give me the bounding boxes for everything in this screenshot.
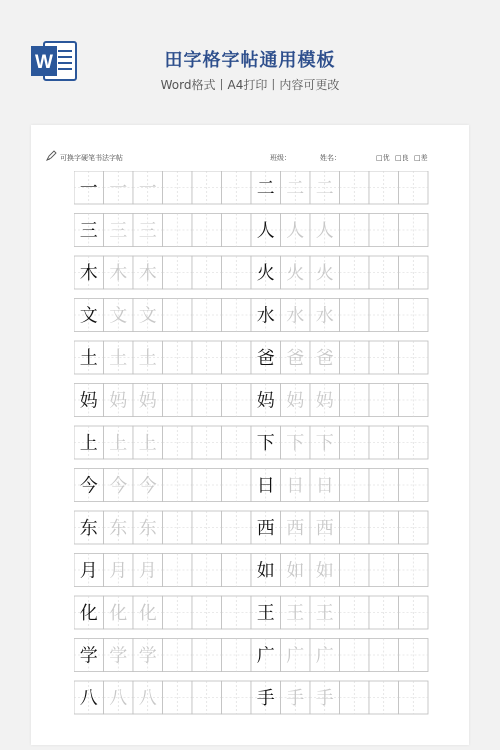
trace-char-left: 三 (109, 220, 128, 242)
trace-char-right: 手 (315, 688, 334, 709)
trace-char-right: 二 (315, 178, 334, 199)
trace-char-right: 火 (315, 263, 334, 284)
grid-cell (340, 554, 370, 587)
grid-cell (163, 596, 193, 629)
pen-icon (46, 150, 57, 161)
grid-cell (163, 511, 193, 544)
trace-char-right: 如 (315, 560, 334, 582)
grid-cell (369, 341, 399, 374)
grid-cell (399, 299, 429, 332)
grid-cell (192, 384, 222, 417)
grid-cell (192, 426, 222, 459)
trace-char-right: 日 (286, 475, 305, 497)
grid-cell (222, 341, 252, 374)
grid-cell (340, 384, 370, 417)
model-char-right: 如 (256, 560, 275, 582)
grid-cell (369, 256, 399, 289)
model-char-right: 下 (256, 433, 275, 454)
grid-cell (399, 384, 429, 417)
grade-excellent: □优 (376, 154, 390, 162)
grid-cell (163, 639, 193, 672)
model-char-right: 广 (256, 645, 275, 667)
name-label: 姓名： (320, 154, 341, 162)
grid-cell (222, 596, 252, 629)
grid-cell (399, 426, 429, 459)
grid-cell (399, 469, 429, 502)
grid-cell (192, 639, 222, 672)
grid-cell (340, 256, 370, 289)
model-char-left: 化 (79, 603, 98, 624)
model-char-right: 二 (256, 178, 275, 199)
grid-cell (399, 341, 429, 374)
trace-char-left: 化 (109, 603, 128, 624)
template-banner (0, 0, 500, 120)
grid-cell (222, 511, 252, 544)
model-char-right: 人 (256, 220, 275, 242)
trace-char-right: 日 (315, 475, 334, 497)
grid-cell (163, 681, 193, 714)
trace-char-right: 妈 (315, 390, 334, 412)
trace-char-left: 木 (109, 263, 128, 284)
grid-cell (222, 681, 252, 714)
grid-cell (222, 171, 252, 204)
trace-char-left: 学 (138, 645, 157, 667)
trace-char-right: 水 (315, 305, 334, 327)
trace-char-right: 人 (315, 220, 334, 242)
trace-char-right: 妈 (286, 390, 305, 412)
trace-char-right: 西 (286, 518, 305, 539)
grid-cell (192, 469, 222, 502)
trace-char-right: 手 (286, 688, 305, 709)
grid-cell (399, 639, 429, 672)
grid-cell (192, 256, 222, 289)
model-char-left: 三 (79, 220, 98, 242)
trace-char-left: 今 (109, 475, 128, 497)
grid-cell (192, 171, 222, 204)
model-char-left: 一 (79, 178, 98, 199)
grid-cell (192, 681, 222, 714)
grid-cell (369, 469, 399, 502)
grid-cell (222, 469, 252, 502)
grid-cell (163, 426, 193, 459)
model-char-right: 爸 (256, 348, 275, 369)
model-char-right: 王 (256, 603, 275, 624)
trace-char-left: 土 (138, 348, 157, 369)
trace-char-left: 月 (109, 560, 128, 582)
grid-cell (399, 256, 429, 289)
trace-char-right: 广 (315, 645, 334, 667)
grid-cell (222, 256, 252, 289)
grid-cell (340, 639, 370, 672)
grid-cell (163, 171, 193, 204)
grid-cell (192, 554, 222, 587)
grid-cell (222, 384, 252, 417)
grid-cell (369, 384, 399, 417)
grid-cell (222, 554, 252, 587)
grid-cell (340, 341, 370, 374)
grade-poor: □差 (414, 154, 428, 162)
practice-grid (74, 171, 429, 715)
grid-cell (222, 639, 252, 672)
grid-cell (163, 256, 193, 289)
trace-char-left: 化 (138, 603, 157, 624)
grid-cell (163, 299, 193, 332)
trace-char-left: 木 (138, 263, 157, 284)
grid-cell (399, 214, 429, 247)
trace-char-right: 二 (286, 178, 305, 199)
model-char-left: 八 (79, 688, 98, 709)
trace-char-left: 一 (109, 178, 128, 199)
grid-cell (369, 171, 399, 204)
trace-char-left: 八 (109, 688, 128, 709)
model-char-right: 火 (256, 263, 275, 284)
model-char-right: 水 (256, 305, 275, 327)
model-char-left: 木 (79, 263, 98, 284)
grid-cell (369, 596, 399, 629)
trace-char-right: 水 (286, 305, 305, 327)
trace-char-left: 上 (138, 433, 157, 454)
trace-char-left: 妈 (109, 390, 128, 412)
model-char-left: 文 (79, 305, 98, 327)
grid-cell (192, 596, 222, 629)
grid-cell (340, 299, 370, 332)
model-char-left: 学 (79, 645, 98, 667)
grid-cell (340, 511, 370, 544)
trace-char-right: 西 (315, 518, 334, 539)
trace-char-left: 今 (138, 475, 157, 497)
grid-cell (340, 596, 370, 629)
grid-cell (340, 171, 370, 204)
grid-cell (163, 469, 193, 502)
grid-cell (163, 341, 193, 374)
grid-cell (163, 554, 193, 587)
grid-cell (399, 596, 429, 629)
page-subtitle: Word格式丨A4打印丨内容可更改 (160, 78, 340, 92)
trace-char-left: 土 (109, 348, 128, 369)
trace-char-left: 文 (109, 305, 128, 327)
model-char-left: 东 (79, 518, 98, 539)
model-char-left: 今 (79, 475, 98, 497)
model-char-left: 妈 (79, 390, 98, 412)
grid-cell (399, 681, 429, 714)
grade-good: □良 (395, 154, 409, 162)
trace-char-right: 广 (286, 645, 305, 667)
trace-char-left: 妈 (138, 390, 157, 412)
trace-char-left: 学 (109, 645, 128, 667)
svg-text:W: W (35, 52, 53, 73)
grid-cell (192, 511, 222, 544)
model-char-left: 月 (79, 560, 98, 582)
grid-cell (369, 681, 399, 714)
grid-cell (192, 299, 222, 332)
grid-cell (369, 299, 399, 332)
trace-char-left: 上 (109, 433, 128, 454)
grid-cell (369, 214, 399, 247)
trace-char-left: 月 (138, 560, 157, 582)
model-char-left: 土 (79, 348, 98, 369)
tianzige-grid (74, 171, 429, 715)
grid-cell (369, 511, 399, 544)
model-char-right: 西 (256, 518, 275, 539)
grid-cell (163, 214, 193, 247)
trace-char-right: 爸 (286, 348, 305, 369)
grid-cell (340, 214, 370, 247)
trace-char-right: 下 (286, 433, 305, 454)
grid-cell (369, 554, 399, 587)
model-char-right: 手 (256, 688, 275, 709)
grid-cell (192, 341, 222, 374)
trace-char-right: 下 (315, 433, 334, 454)
grid-cell (369, 426, 399, 459)
worksheet-caption: 可换字硬笔书法字帖 (60, 154, 123, 162)
trace-char-right: 如 (286, 560, 305, 582)
grid-cell (222, 214, 252, 247)
grid-cell (369, 639, 399, 672)
trace-char-left: 八 (138, 688, 157, 709)
grid-cell (163, 384, 193, 417)
model-char-left: 上 (79, 433, 98, 454)
grid-cell (340, 681, 370, 714)
class-label: 班级： (270, 154, 291, 162)
model-char-right: 妈 (256, 390, 275, 412)
grid-cell (222, 299, 252, 332)
grid-cell (340, 426, 370, 459)
trace-char-left: 三 (138, 220, 157, 242)
trace-char-left: 一 (138, 178, 157, 199)
trace-char-right: 火 (286, 263, 305, 284)
page-title: 田字格字帖通用模板 (164, 50, 336, 71)
trace-char-right: 人 (286, 220, 305, 242)
trace-char-left: 东 (109, 518, 128, 539)
trace-char-right: 爸 (315, 348, 334, 369)
grid-cell (399, 511, 429, 544)
model-char-right: 日 (256, 475, 275, 497)
worksheet-header (46, 147, 436, 167)
trace-char-right: 王 (286, 603, 305, 624)
grid-cell (192, 214, 222, 247)
grid-cell (340, 469, 370, 502)
trace-char-left: 东 (138, 518, 157, 539)
trace-char-left: 文 (138, 305, 157, 327)
grid-cell (222, 426, 252, 459)
trace-char-right: 王 (315, 603, 334, 624)
grid-cell (399, 554, 429, 587)
grid-cell (399, 171, 429, 204)
